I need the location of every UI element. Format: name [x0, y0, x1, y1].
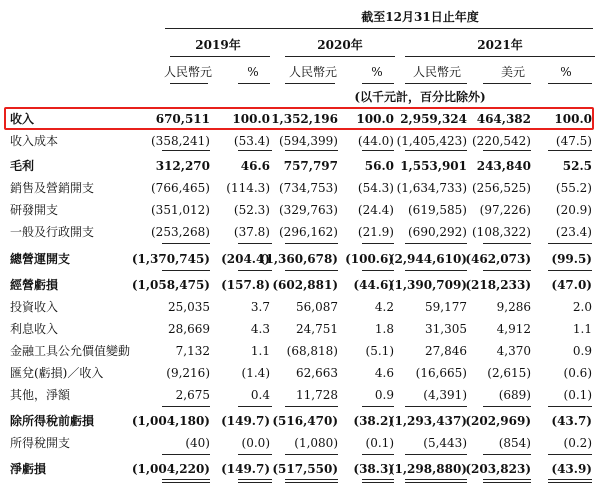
- rule-above-total-opex: [405, 243, 467, 244]
- cell-value: (517,550): [272, 462, 338, 476]
- year-2020: 2020年: [317, 38, 363, 52]
- row-label: 所得稅開支: [10, 436, 71, 450]
- cell-value: 1,553,901: [400, 159, 467, 173]
- cell-value: (602,881): [272, 278, 338, 292]
- year-2020-rule: [285, 56, 395, 57]
- col-2019-rmb: 人民幣元: [163, 65, 213, 79]
- cell-value: (38.3): [353, 462, 394, 476]
- row-label: 淨虧損: [10, 462, 47, 476]
- row-label: 收入: [10, 112, 35, 126]
- rule-above-gross-profit: [285, 150, 338, 151]
- cell-value: 3.7: [250, 300, 270, 314]
- cell-value: (1,634,733): [396, 181, 467, 195]
- cell-value: 56.0: [364, 159, 394, 173]
- cell-value: (149.7): [221, 462, 270, 476]
- rule-above-net-loss: [548, 454, 592, 455]
- double-rule-net-loss-b: [405, 482, 467, 483]
- period-rule: [165, 28, 593, 29]
- cell-value: (24.4): [357, 203, 394, 217]
- cell-value: (2,944,610): [388, 252, 467, 266]
- cell-value: 100.0: [356, 112, 394, 126]
- rule-above-gross-profit: [362, 150, 394, 151]
- cell-value: 464,382: [476, 112, 531, 126]
- cell-value: 2,675: [175, 388, 210, 402]
- col-2021-usd: 美元: [500, 65, 526, 79]
- rule-above-total-opex: [238, 243, 272, 244]
- rule-above-net-loss: [162, 454, 210, 455]
- cell-value: 670,511: [155, 112, 210, 126]
- cell-value: (149.7): [221, 414, 270, 428]
- cell-value: (2,615): [487, 366, 531, 380]
- row-label: 研發開支: [10, 203, 59, 217]
- cell-value: (0.2): [563, 436, 592, 450]
- cell-value: 100.0: [232, 112, 270, 126]
- double-rule-net-loss-a: [162, 479, 210, 480]
- rule-above-pretax-loss: [238, 406, 272, 407]
- cell-value: 46.6: [240, 159, 270, 173]
- cell-value: (68,818): [286, 344, 338, 358]
- cell-value: (1,293,437): [388, 414, 467, 428]
- rule-above-pretax-loss: [548, 406, 592, 407]
- year-2021: 2021年: [477, 38, 523, 52]
- col-2020-pct: %: [371, 65, 383, 79]
- double-rule-net-loss-a: [483, 479, 531, 480]
- cell-value: (37.8): [233, 225, 270, 239]
- cell-value: (108,322): [472, 225, 531, 239]
- cell-value: (204.4): [221, 252, 270, 266]
- double-rule-net-loss-a: [548, 479, 592, 480]
- double-rule-net-loss-b: [483, 482, 531, 483]
- cell-value: (0.1): [365, 436, 394, 450]
- rule-c1: [170, 83, 208, 84]
- cell-value: 1,352,196: [271, 112, 338, 126]
- cell-value: 0.9: [572, 344, 592, 358]
- double-rule-net-loss-b: [162, 482, 210, 483]
- cell-value: (5.1): [365, 344, 394, 358]
- cell-value: (100.6): [345, 252, 394, 266]
- cell-value: (358,241): [151, 134, 210, 148]
- cell-value: (38.2): [353, 414, 394, 428]
- cell-value: 1.8: [374, 322, 394, 336]
- cell-value: (1,390,709): [388, 278, 467, 292]
- rule-below-total-opex: [285, 270, 338, 271]
- cell-value: (689): [498, 388, 531, 402]
- rule-above-pretax-loss: [362, 406, 394, 407]
- rule-above-gross-profit: [483, 150, 531, 151]
- cell-value: 27,846: [425, 344, 467, 358]
- rule-above-net-loss: [362, 454, 394, 455]
- rule-above-gross-profit: [162, 150, 210, 151]
- cell-value: (296,162): [279, 225, 338, 239]
- cell-value: (594,399): [279, 134, 338, 148]
- cell-value: 28,669: [168, 322, 210, 336]
- double-rule-net-loss-a: [405, 479, 467, 480]
- cell-value: 59,177: [425, 300, 467, 314]
- cell-value: (5,443): [423, 436, 467, 450]
- rule-below-total-opex: [405, 270, 467, 271]
- cell-value: (1,004,180): [131, 414, 210, 428]
- cell-value: 4.2: [374, 300, 394, 314]
- cell-value: 312,270: [155, 159, 210, 173]
- row-label: 投資收入: [10, 300, 59, 314]
- cell-value: (55.2): [555, 181, 592, 195]
- col-2021-pct: %: [560, 65, 572, 79]
- cell-value: (47.0): [551, 278, 592, 292]
- cell-value: 56,087: [296, 300, 338, 314]
- cell-value: 25,035: [168, 300, 210, 314]
- year-2021-rule: [405, 56, 595, 57]
- cell-value: (4,391): [423, 388, 467, 402]
- cell-value: (1.4): [241, 366, 270, 380]
- cell-value: (20.9): [555, 203, 592, 217]
- double-rule-net-loss-a: [238, 479, 272, 480]
- unit-note: (以千元計，百分比除外): [354, 90, 486, 104]
- cell-value: (734,753): [279, 181, 338, 195]
- cell-value: (52.3): [233, 203, 270, 217]
- cell-value: (329,763): [279, 203, 338, 217]
- row-label: 其他，淨額: [10, 388, 71, 402]
- cell-value: (44.6): [353, 278, 394, 292]
- row-label: 總營運開支: [10, 252, 71, 266]
- rule-above-total-opex: [548, 243, 592, 244]
- cell-value: 2.0: [572, 300, 592, 314]
- rule-c2: [238, 83, 270, 84]
- row-label: 毛利: [10, 159, 35, 173]
- cell-value: 1.1: [250, 344, 270, 358]
- cell-value: (1,080): [294, 436, 338, 450]
- cell-value: (1,004,220): [131, 462, 210, 476]
- cell-value: 0.9: [374, 388, 394, 402]
- col-2020-rmb: 人民幣元: [288, 65, 338, 79]
- cell-value: 24,751: [296, 322, 338, 336]
- double-rule-net-loss-a: [285, 479, 338, 480]
- col-2019-pct: %: [247, 65, 259, 79]
- cell-value: (1,298,880): [388, 462, 467, 476]
- row-label: 一般及行政開支: [10, 225, 95, 239]
- rule-above-pretax-loss: [285, 406, 338, 407]
- rule-c7: [548, 83, 592, 84]
- rule-above-pretax-loss: [162, 406, 210, 407]
- cell-value: (1,360,678): [259, 252, 338, 266]
- rule-below-total-opex: [238, 270, 272, 271]
- cell-value: (53.4): [233, 134, 270, 148]
- double-rule-net-loss-b: [548, 482, 592, 483]
- rule-above-pretax-loss: [483, 406, 531, 407]
- cell-value: (619,585): [408, 203, 467, 217]
- cell-value: (40): [185, 436, 210, 450]
- row-label: 銷售及營銷開支: [10, 181, 95, 195]
- cell-value: (9,216): [166, 366, 210, 380]
- cell-value: 0.4: [250, 388, 270, 402]
- cell-value: 62,663: [296, 366, 338, 380]
- cell-value: (43.7): [551, 414, 592, 428]
- cell-value: 11,728: [296, 388, 338, 402]
- year-2019: 2019年: [195, 38, 241, 52]
- cell-value: (16,665): [415, 366, 467, 380]
- cell-value: (218,233): [465, 278, 531, 292]
- cell-value: 757,797: [283, 159, 338, 173]
- cell-value: (23.4): [555, 225, 592, 239]
- year-2019-rule: [170, 56, 270, 57]
- cell-value: 52.5: [562, 159, 592, 173]
- double-rule-net-loss-b: [238, 482, 272, 483]
- cell-value: (1,405,423): [396, 134, 467, 148]
- rule-c5: [405, 83, 467, 84]
- row-label: 金融工具公允價值變動: [10, 344, 131, 358]
- rule-above-total-opex: [483, 243, 531, 244]
- row-label: 利息收入: [10, 322, 59, 336]
- rule-below-total-opex: [362, 270, 394, 271]
- cell-value: (47.5): [555, 134, 592, 148]
- cell-value: (690,292): [408, 225, 467, 239]
- rule-c4: [362, 83, 394, 84]
- cell-value: (462,073): [465, 252, 531, 266]
- double-rule-net-loss-a: [362, 479, 394, 480]
- rule-above-gross-profit: [405, 150, 467, 151]
- period-heading: 截至12月31日止年度: [361, 10, 479, 24]
- rule-below-total-opex: [548, 270, 592, 271]
- cell-value: 4,912: [496, 322, 531, 336]
- cell-value: (220,542): [472, 134, 531, 148]
- cell-value: (114.3): [226, 181, 270, 195]
- cell-value: (202,969): [465, 414, 531, 428]
- cell-value: (766,465): [151, 181, 210, 195]
- cell-value: 2,959,324: [400, 112, 467, 126]
- cell-value: 4.6: [374, 366, 394, 380]
- row-label: 匯兌(虧損)／收入: [10, 366, 104, 380]
- double-rule-net-loss-b: [362, 482, 394, 483]
- rule-above-pretax-loss: [405, 406, 467, 407]
- cell-value: (516,470): [272, 414, 338, 428]
- cell-value: 7,132: [175, 344, 210, 358]
- cell-value: 4,370: [496, 344, 531, 358]
- cell-value: (351,012): [151, 203, 210, 217]
- row-label: 除所得稅前虧損: [10, 414, 95, 428]
- rule-above-net-loss: [285, 454, 338, 455]
- cell-value: 243,840: [476, 159, 531, 173]
- rule-above-net-loss: [405, 454, 467, 455]
- rule-above-total-opex: [362, 243, 394, 244]
- row-label: 收入成本: [10, 134, 59, 148]
- cell-value: (0.0): [241, 436, 270, 450]
- cell-value: 31,305: [425, 322, 467, 336]
- rule-below-total-opex: [483, 270, 531, 271]
- cell-value: (1,370,745): [131, 252, 210, 266]
- cell-value: 9,286: [496, 300, 531, 314]
- cell-value: (43.9): [551, 462, 592, 476]
- cell-value: (99.5): [551, 252, 592, 266]
- rule-above-net-loss: [238, 454, 272, 455]
- cell-value: (0.1): [563, 388, 592, 402]
- rule-above-net-loss: [483, 454, 531, 455]
- col-2021-rmb: 人民幣元: [412, 65, 462, 79]
- cell-value: (253,268): [151, 225, 210, 239]
- rule-below-total-opex: [162, 270, 210, 271]
- row-label: 經營虧損: [10, 278, 59, 292]
- rule-above-gross-profit: [548, 150, 592, 151]
- rule-c6: [483, 83, 531, 84]
- cell-value: 4.3: [250, 322, 270, 336]
- cell-value: 1.1: [572, 322, 592, 336]
- rule-above-total-opex: [285, 243, 338, 244]
- cell-value: (157.8): [221, 278, 270, 292]
- cell-value: (97,226): [479, 203, 531, 217]
- cell-value: (54.3): [357, 181, 394, 195]
- cell-value: (0.6): [563, 366, 592, 380]
- cell-value: (1,058,475): [131, 278, 210, 292]
- rule-c3: [285, 83, 335, 84]
- cell-value: (44.0): [357, 134, 394, 148]
- cell-value: (21.9): [357, 225, 394, 239]
- double-rule-net-loss-b: [285, 482, 338, 483]
- cell-value: (854): [498, 436, 531, 450]
- rule-above-gross-profit: [238, 150, 272, 151]
- rule-above-total-opex: [162, 243, 210, 244]
- cell-value: (256,525): [472, 181, 531, 195]
- cell-value: 100.0: [554, 112, 592, 126]
- cell-value: (203,823): [465, 462, 531, 476]
